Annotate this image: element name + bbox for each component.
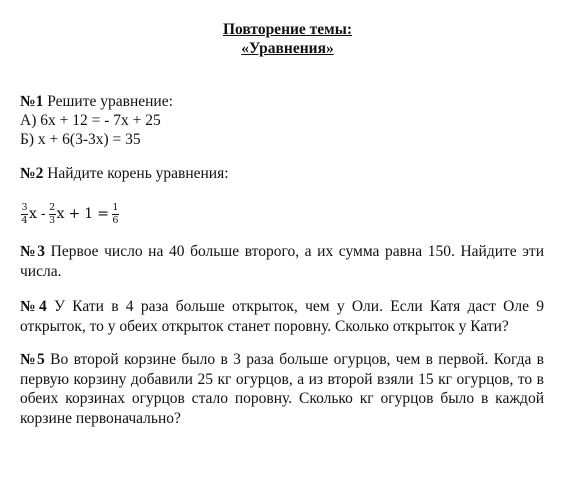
- task2-text: Найдите корень уравнения:: [43, 165, 229, 182]
- plus-sign: +: [68, 206, 81, 222]
- fraction-numerator: 2: [49, 201, 56, 213]
- task5-text: Во второй корзине было в 3 раза больше огурцов, чем в первой. Когда в первую корзину добавили 25 кг огурцов, а из второй взяли 15 кг огурцов, то в обеих корзинах огурцов стало поровну. Сколько кг огурцов было в каждой корзине первоначально?: [20, 351, 544, 427]
- task4-number: №4: [20, 298, 47, 315]
- fraction-3-4: [21, 203, 28, 226]
- title-line-1: Повторение темы:: [223, 21, 352, 38]
- fraction-numerator: 1: [112, 201, 119, 213]
- task5-paragraph: [20, 350, 544, 428]
- fraction-denominator: 4: [21, 214, 28, 226]
- title-line-2: «Уравнения»: [241, 40, 334, 57]
- fraction-1-6: [112, 203, 119, 226]
- task3-text: Первое число на 40 больше второго, а их сумма равна 150. Найдите эти числа.: [20, 243, 545, 280]
- task2-heading: [20, 164, 229, 183]
- minus-sign: -: [40, 206, 46, 222]
- fraction-denominator: 3: [49, 214, 56, 226]
- equals-sign: =: [97, 206, 109, 222]
- task3-paragraph: [20, 242, 544, 281]
- task2-equation: [20, 198, 120, 230]
- task1-number: №1: [20, 93, 44, 110]
- fraction-numerator: 3: [21, 201, 28, 213]
- task1-heading: [20, 92, 173, 111]
- variable-x: x: [56, 206, 65, 222]
- task5-number: №5: [20, 351, 45, 368]
- variable-x: x: [29, 206, 37, 222]
- constant-one: 1: [84, 206, 94, 222]
- task1-text: Решите уравнение:: [43, 93, 173, 110]
- task2-number: №2: [20, 165, 44, 182]
- task3-number: №3: [20, 243, 46, 260]
- task4-paragraph: [20, 297, 544, 336]
- fraction-2-3: [49, 203, 56, 226]
- fraction-denominator: 6: [112, 214, 119, 226]
- task1-item-a: А) 6х + 12 = - 7х + 25: [20, 112, 161, 129]
- task1-item-b: Б) х + 6(3-3х) = 35: [20, 131, 141, 148]
- task4-text: У Кати в 4 раза больше открыток, чем у Оли. Если Катя даст Оле 9 открыток, то у обеих открыток станет поровну. Сколько открыток у Кати?: [20, 298, 544, 335]
